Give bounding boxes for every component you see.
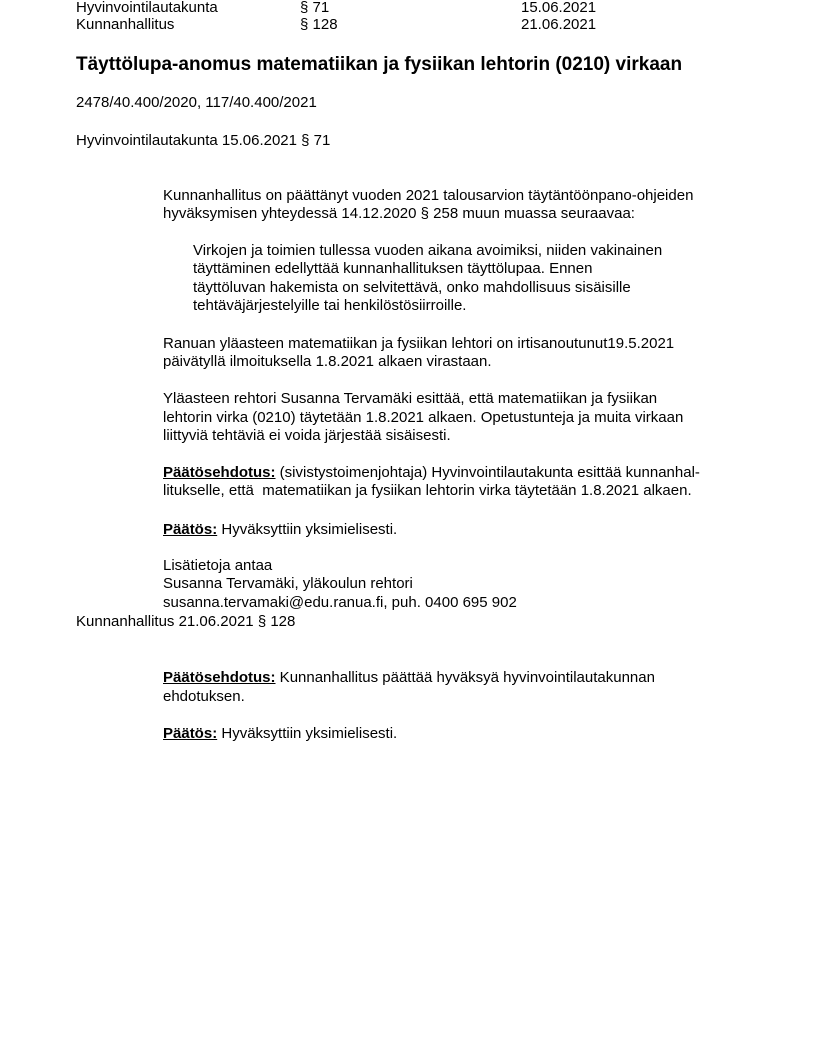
- paragraph-line: lehtorin virka (0210) täytetään 1.8.2021 alkaen. Opetustunteja ja muita virkaan: [163, 409, 684, 426]
- header-body: Hyvinvointilautakunta: [76, 0, 218, 16]
- decision-line: [163, 725, 397, 743]
- section-heading: Hyvinvointilautakunta 15.06.2021 § 71: [76, 132, 331, 149]
- paragraph-line: liittyviä tehtäviä ei voida järjestää sisäisesti.: [163, 427, 451, 444]
- header-body: Kunnanhallitus: [76, 16, 175, 33]
- document-title: Täyttölupa-anomus matematiikan ja fysiikan lehtorin (0210) virkaan: [76, 54, 683, 75]
- decision-label: Päätös:: [163, 725, 218, 742]
- proposal-label: Päätösehdotus:: [163, 464, 276, 481]
- contact-line: susanna.tervamaki@edu.ranua.fi, puh. 0400 695 902: [163, 594, 517, 611]
- proposal-line: ehdotuksen.: [163, 688, 245, 705]
- header-section: § 71: [300, 0, 330, 16]
- contact-line: Lisätietoja antaa: [163, 557, 273, 574]
- decision-text: Hyväksyttiin yksimielisesti.: [217, 725, 398, 742]
- header-date: 15.06.2021: [521, 0, 597, 16]
- intro-line: hyväksymisen yhteydessä 14.12.2020 § 258 muun muassa seuraavaa:: [163, 205, 635, 222]
- quote-line: täyttäminen edellyttää kunnanhallituksen täyttölupaa. Ennen: [193, 260, 593, 277]
- section-heading: Kunnanhallitus 21.06.2021 § 128: [76, 613, 296, 630]
- decision-label: Päätös:: [163, 521, 218, 538]
- contact-line: Susanna Tervamäki, yläkoulun rehtori: [163, 575, 413, 592]
- quote-line: Virkojen ja toimien tullessa vuoden aikana avoimiksi, niiden vakinainen: [193, 242, 663, 259]
- quote-line: täyttöluvan hakemista on selvitettävä, onko mahdollisuus sisäisille: [193, 279, 631, 296]
- paragraph-line: Ranuan yläasteen matematiikan ja fysiikan lehtori on irtisanoutunut19.5.2021: [163, 335, 675, 352]
- proposal-label: Päätösehdotus:: [163, 669, 276, 686]
- decision-line: [163, 521, 397, 539]
- proposal-line: litukselle, että matematiikan ja fysiikan lehtorin virka täytetään 1.8.2021 alkaen.: [163, 482, 692, 499]
- header-section: § 128: [300, 16, 338, 33]
- intro-line: Kunnanhallitus on päättänyt vuoden 2021 talousarvion täytäntöönpano-ohjeiden: [163, 187, 694, 204]
- reference-numbers: 2478/40.400/2020, 117/40.400/2021: [76, 94, 317, 111]
- paragraph-line: Yläasteen rehtori Susanna Tervamäki esittää, että matematiikan ja fysiikan: [163, 390, 658, 407]
- proposal-text: (sivistystoimenjohtaja) Hyvinvointilautakunta esittää kunnanhal-: [275, 464, 700, 481]
- paragraph-line: päivätyllä ilmoituksella 1.8.2021 alkaen virastaan.: [163, 353, 492, 370]
- quote-line: tehtäväjärjestelyille tai henkilöstösiirroille.: [193, 297, 467, 314]
- proposal-line: [163, 464, 700, 482]
- decision-text: Hyväksyttiin yksimielisesti.: [217, 521, 398, 538]
- header-date: 21.06.2021: [521, 16, 597, 33]
- proposal-line: [163, 669, 655, 687]
- proposal-text: Kunnanhallitus päättää hyväksyä hyvinvointilautakunnan: [275, 669, 655, 686]
